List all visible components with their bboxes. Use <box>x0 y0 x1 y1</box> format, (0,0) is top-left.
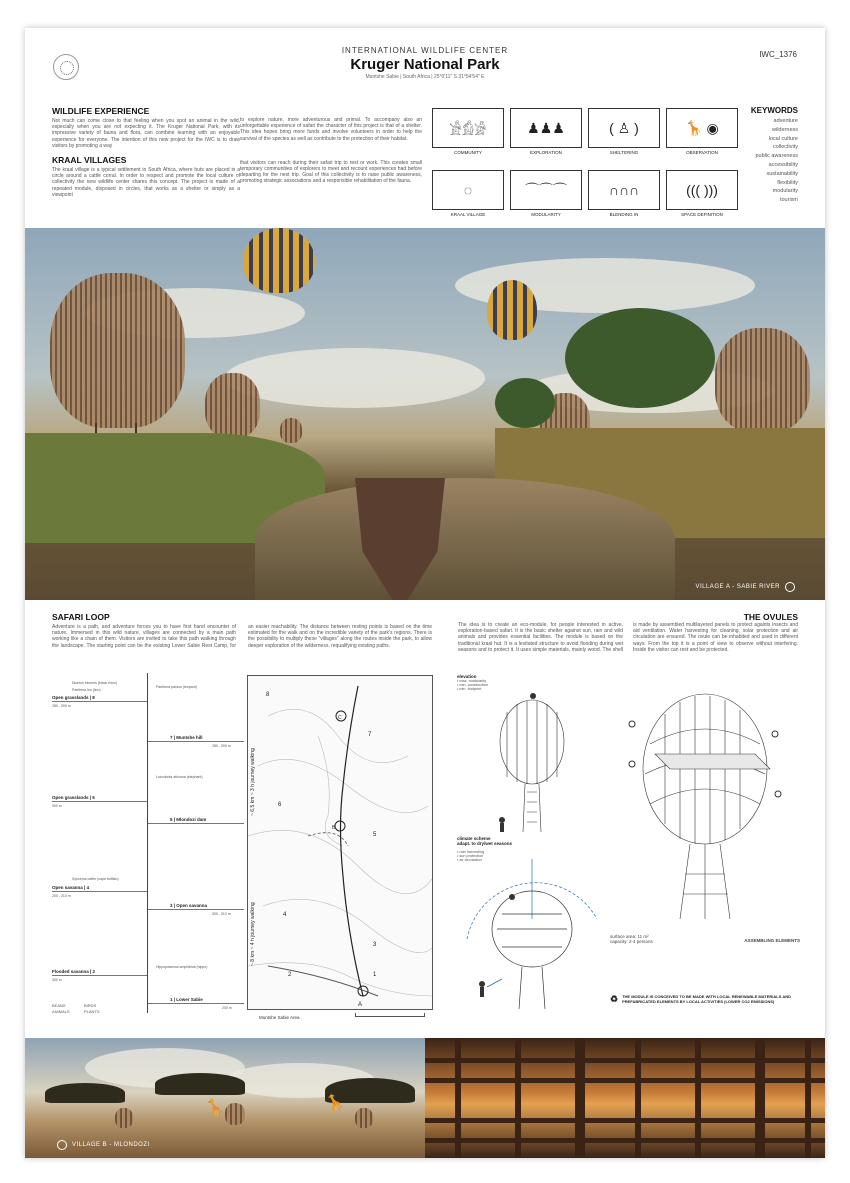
zone-altitude: 300 m <box>52 978 62 982</box>
poster-header <box>25 46 825 80</box>
org-name: INTERNATIONAL WILDLIFE CENTER <box>341 46 509 55</box>
map-caption: Muntshe Sabie Area <box>259 1015 300 1020</box>
climate-title: climate scheme adapt. to dry/wet seasons <box>457 836 513 846</box>
axonometric-notes <box>610 924 800 984</box>
legend-item: PLANTS <box>84 1009 100 1014</box>
zone-altitude: 200 - 210 m <box>52 894 71 898</box>
species-label: Loxodonta africana (elephant) <box>156 775 203 779</box>
sustainability-note <box>610 994 800 1005</box>
shelter-icon: ( ♙ ) <box>588 108 660 148</box>
hero-render-village-a <box>25 228 825 600</box>
hero-caption-text: VILLAGE A - SABIE RIVER <box>695 584 780 590</box>
legend-item: ANIMALS <box>52 1009 70 1014</box>
location-line: Muntshe Sabie | South Africa | 25°0'11" S 31°54'54" E <box>365 74 485 80</box>
safari-loop-text: Adventure is a path, and adventure forces you to have first hand encounter of nature. Immersed in this wild nature, villages are connected by a main path working like a chain of them. Visitors are invited to take this path walking through the landscape. The starting point can be the existing Lower Sabie Rest Camp, for an easier reachability. The distance between resting points is based on the time estimated for the walk and on the incredible variety of the park's regions. There is the possibility to multiply these "villages" along the routes inside the park, to allow deeper exploration of the wilderness, requalifying existing paths. <box>52 624 432 649</box>
concept-tile <box>510 170 582 226</box>
stage-label: 1 | Lower Sabie <box>170 997 203 1002</box>
kraal-icon: ◌ <box>432 170 504 210</box>
poster-sheet <box>25 28 825 1158</box>
ovules-heading: THE OVULES <box>743 612 798 622</box>
keyword-item: flexibility <box>777 179 798 186</box>
wildlife-text: Not much can come close to that feeling when you spot an animal in the wild, especially when you are not expecting it. The Kruger National Park, with its impressive variety of fauna and flora, can combine learning with an enjoyable experience for everyone. The intention of this new project for the IWC is to draw visitors by promoting a way <box>52 118 240 149</box>
concept-label: SHELTERING <box>609 150 639 155</box>
elevation-title: elevation <box>457 674 477 679</box>
blending-icon: ∩∩∩ <box>588 170 660 210</box>
keyword-item: tourism <box>779 197 798 204</box>
giraffe-icon: 🦒 <box>205 1100 225 1117</box>
assembling-heading: ASSEMBLING ELEMENTS <box>744 938 800 943</box>
concept-label: SPACE DEFINITION <box>681 212 723 217</box>
safari-loop-heading: SAFARI LOOP <box>52 612 110 622</box>
strip-caption-text: VILLAGE B - MLONDOZI <box>72 1142 150 1148</box>
kraal-heading: KRAAL VILLAGES <box>52 155 127 166</box>
climate-notes: • rain harvesting • sun protection • air circulation <box>457 850 485 862</box>
kraal-text: The kraal village is a typical settlement in South Africa, where huts are placed in a circle around a cattle corral. In order to respect and promote the local culture of collectivity the new wildlife center shares this concept. The project is made of a repeated module, disposed in circles, that works as a shelter or simply as a viewpoint <box>52 167 240 198</box>
map-point: 4 <box>283 912 287 918</box>
stage-altitude: 200 m <box>222 1006 232 1010</box>
wildlife-text-2: to explore nature, more adventurous and primal. To accompany also an unforgettable experience of safari the character of this project is that of a shelter. This idea hopes bring more funds and involve volunteers in order to help the survival of the species as well as contribute to the protection of their habitat. <box>240 117 422 142</box>
stage-label: 7 | Muntshe hill <box>170 735 203 740</box>
map-point: 3 <box>373 942 377 948</box>
recycle-icon: ♻ <box>610 994 619 1004</box>
zone-altitude: 280 - 300 m <box>52 704 71 708</box>
keyword-item: local culture <box>768 135 798 142</box>
keyword-item: wilderness <box>772 126 798 133</box>
map-point: A <box>358 1002 363 1008</box>
concept-tile <box>588 170 660 226</box>
ovule-pod <box>280 418 302 443</box>
species-label: Panthera pardus (leopard) <box>156 685 197 689</box>
zone-altitude: 300 m <box>52 804 62 808</box>
zone-label: Open savanna | 4 <box>52 885 90 890</box>
keyword-item: public awareness <box>755 153 798 160</box>
elevation-notes: • max. modularity • min. construction • min. footprint <box>457 679 489 691</box>
ovule-axonometric <box>610 674 800 924</box>
species-label: Syncerus caffer (cape buffalo) <box>72 877 119 881</box>
compass-icon <box>785 582 795 592</box>
map-point: 2 <box>288 972 292 978</box>
legend-item: BIRDS <box>84 1003 97 1008</box>
timeline-legend <box>52 1003 112 1014</box>
map-point: C <box>338 715 342 721</box>
legend-item: BEANS <box>52 1003 66 1008</box>
map-point: B <box>332 825 336 831</box>
concept-tile <box>432 108 504 164</box>
hero-caption <box>695 582 795 592</box>
concept-tile <box>432 170 504 226</box>
concept-label: KRAAL VILLAGE <box>450 212 486 217</box>
balloon-icon <box>243 228 315 293</box>
safari-timeline <box>52 673 242 1018</box>
species-label: Diceros bicornis (black rhino) <box>72 681 118 685</box>
people-icon: 𓀀𓀁𓀂 <box>432 108 504 148</box>
concept-label: MODULARITY <box>531 212 561 217</box>
compass-icon <box>57 1140 67 1150</box>
map-point: 6 <box>278 802 282 808</box>
species-label: Panthera leo (lion) <box>72 688 101 692</box>
wildlife-heading: WILDLIFE EXPERIENCE <box>52 106 150 116</box>
keyword-item: sustainability <box>766 170 798 177</box>
entry-code: IWC_1376 <box>759 50 797 59</box>
space-icon: ((( ))) <box>666 170 738 210</box>
intro-column-2 <box>240 117 422 185</box>
ovules-text: The idea is to create an eco-module, for people interested in active, exploration-based safari. It is the basic shelter against sun, rain and wild animals and provides essential facilities. The module is based on the traditional kraal hut. It is a levitated structure to avoid flooding during wet seasons and to protect it. It uses simple materials, mainly wood. The shell is made by assembled multilayered panels to protect againts insects and aid ventilation. Water harvesting for cleaning, solar protection and air circulation are ensured. The ovule can be inhabited and used in different ways. From the top it is a point of view to observe without interfering. Inside the visitor can rest and be protected. <box>458 622 798 653</box>
elevation-drawings <box>457 674 607 1009</box>
stage-label: 3 | Open savanna <box>170 903 208 908</box>
surface-area: surface area: 11 m² capacity: 2-4 persons <box>610 934 653 944</box>
stage-altitude: 280 - 300 m <box>212 744 231 748</box>
keywords-heading: KEYWORDS <box>750 106 798 115</box>
explorers-icon: ♟♟♟ <box>510 108 582 148</box>
map-point: 1 <box>373 972 377 978</box>
kraal-text-2: that visitors can reach during their safari trip to rest or work. This creates small temporary communities of explorers to meet and recount experiences had before departing for the next trip. Goal of this collectivity is to raise public awareness, promoting strategic associations and a responsible rehabilitation of the fauna. <box>240 159 422 185</box>
render-interior-view <box>425 1038 825 1158</box>
ovule-pod <box>715 328 810 433</box>
concept-label: COMMUNITY <box>454 150 482 155</box>
stage-altitude: 300 - 310 m <box>212 912 231 916</box>
concept-label: EXPLORATION <box>530 150 562 155</box>
species-label: Hippopotamus amphibius (hippo) <box>156 965 208 969</box>
balloon-icon <box>487 280 537 340</box>
modularity-icon: ⌒⌒⌒ <box>510 170 582 210</box>
keyword-item: accessibility <box>768 161 798 168</box>
render-village-b <box>25 1038 425 1158</box>
keyword-item: collectivity <box>772 144 798 151</box>
zone-label: Flooded savanna | 2 <box>52 969 96 974</box>
safari-loop-section <box>52 612 432 649</box>
concept-tile <box>510 108 582 164</box>
ovules-section <box>458 612 798 653</box>
map-point: 8 <box>266 692 270 698</box>
zone-label: Open grasslands | 8 <box>52 695 95 700</box>
keyword-item: modularity <box>772 188 798 195</box>
walk-distance-1: ~ 6,5 km ~ 3 h journey walking <box>250 748 256 816</box>
walk-distance-2: ~ 8 km ~ 4 h journey walking <box>250 902 256 966</box>
concept-label: BLENDING IN <box>609 212 639 217</box>
map-point: 7 <box>368 732 372 738</box>
giraffe-icon: 🦒 ◉ <box>666 108 738 148</box>
strip-caption <box>57 1140 150 1150</box>
sustainability-text: THE MODULE IS CONCEIVED TO BE MADE WITH LOCAL RENEWABLE MATERIALS AND PREFABRICATED ELEMENTS BY LOCAL ACTIVITIES (LOWER CO2 EMISSIONS) <box>622 994 792 1004</box>
concept-grid <box>432 108 742 226</box>
ovule-pod <box>205 373 260 438</box>
ovule-pod <box>50 273 185 428</box>
giraffe-icon: 🦒 <box>325 1095 345 1112</box>
keyword-item: adventure <box>773 118 798 124</box>
map-scale-bar <box>355 1013 425 1017</box>
page-title: Kruger National Park <box>350 56 500 73</box>
safari-route-map <box>247 675 433 1010</box>
intro-column <box>52 106 240 198</box>
zone-label: Open grasslands | 6 <box>52 795 95 800</box>
concept-label: OBSERVATION <box>686 150 718 155</box>
concept-tile <box>588 108 660 164</box>
stage-label: 5 | Mlondozi dam <box>170 817 207 822</box>
map-point: 5 <box>373 832 377 838</box>
keywords-panel <box>718 106 798 205</box>
sabie-river <box>255 478 675 600</box>
